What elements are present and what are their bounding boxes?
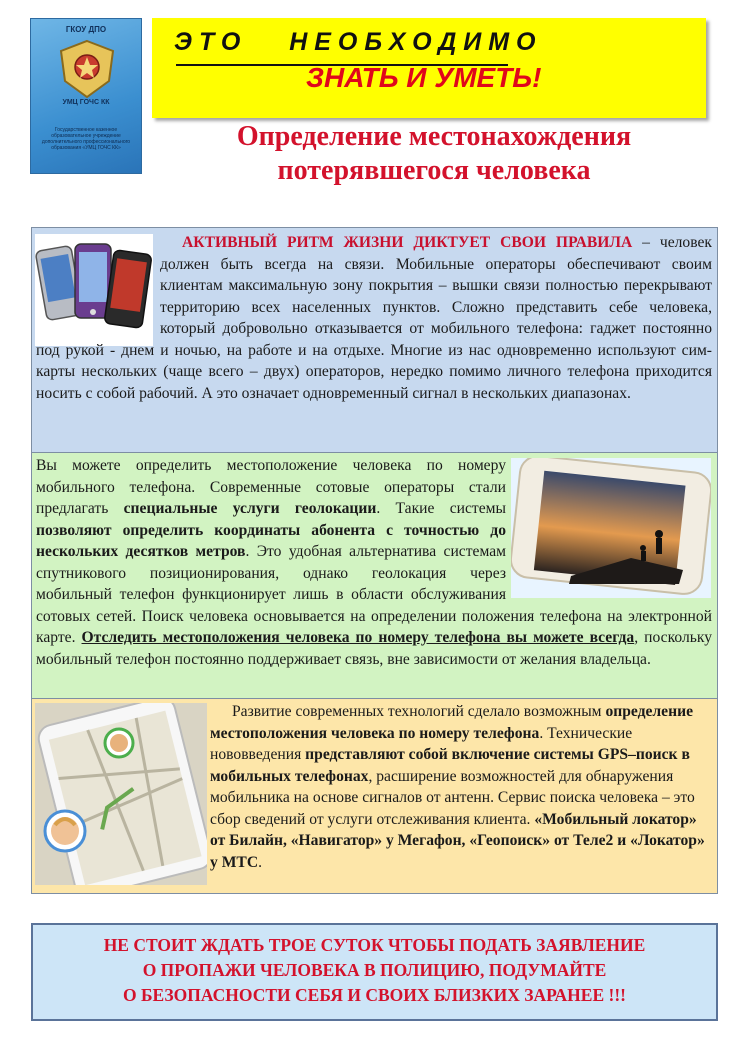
section-1-lead: АКТИВНЫЙ РИТМ ЖИЗНИ ДИКТУЕТ СВОИ ПРАВИЛА <box>182 234 633 251</box>
section-3-text-4: . <box>258 853 262 871</box>
section-3-bold-3: «Мобильный локатор» от Билайн, «Навигатор» у Мегафон, «Геопоиск» от Теле2 и «Локатор» у МТС <box>210 810 705 871</box>
section-2-text-3: . Это удобная альтернатива системам спутникового позиционирования, однако геолокация через мобильный телефон функционирует лишь в области обслуживания сотовых сетей. Поиск человека основывается на определении положения телефона на электронной карте. <box>36 543 712 646</box>
section-1-text <box>36 232 712 404</box>
footer-line-3: О БЕЗОПАСНОСТИ СЕБЯ И СВОИХ БЛИЗКИХ ЗАРАНЕЕ !!! <box>122 985 626 1005</box>
section-3-bold-1: определение местоположения человека по номеру телефона <box>210 703 693 742</box>
banner-line-1: ЭТО НЕОБХОДИМО <box>174 28 543 56</box>
section-gps-search <box>31 698 718 894</box>
logo-top-text: ГКОУ ДПО <box>65 25 107 34</box>
section-2-bold-1: специальные услуги геолокации <box>123 500 377 517</box>
header-banner <box>152 18 706 118</box>
section-1-body: – человек должен быть всегда на связи. Мобильные операторы обеспечивают своим клиентам максимальную зону покрытия – вышки связи полностью перекрывают территорию всех населенных пунктов. Сложно представить себе человека, который добровольно отказывается от мобильного телефона: гаджет постоянно под рукой - днем и ночью, на работе и на отдыхе. Многие из нас одновременно используют сим-карты нескольких (чаще всего – двух) операторов, нередко помимо личного телефона приходится носить с собой рабочий. А это означает одновременный сигнал в нескольких диапазонах. <box>36 234 712 402</box>
section-2-text-1: Вы можете определить местоположение человека по номеру мобильного телефона. Современные сотовые операторы стали предлагать <box>36 457 506 517</box>
section-2-bold-3: Отследить местоположения человека по номеру телефона вы можете всегда <box>81 629 635 646</box>
section-2-text-4: , поскольку мобильный телефон постоянно поддерживает связь, вне зависимости от желания владельца. <box>36 629 712 668</box>
section-3-text <box>210 701 712 873</box>
logo-bottom-text: УМЦ ГОЧС КК <box>62 99 110 106</box>
footer-line-2: О ПРОПАЖИ ЧЕЛОВЕКА В ПОЛИЦИЮ, ПОДУМАЙТЕ <box>142 960 607 980</box>
logo-caption: Государственное казенное образовательное учреждение дополнительного профессионального образования «УМЦ ГОЧС КК» <box>41 127 131 151</box>
section-3-text-2: . Технические нововведения <box>210 724 633 763</box>
warning-footer <box>31 923 718 1021</box>
section-geolocation <box>31 452 718 699</box>
footer-line-1: НЕ СТОИТ ЖДАТЬ ТРОЕ СУТОК ЧТОБЫ ПОДАТЬ ЗАЯВЛЕНИЕ <box>103 935 646 955</box>
section-3-text-3: , расширение возможностей для обнаружения мобильника на основе сигналов от антенн. Сервис поиска человека – это сбор сведений от услуги отслеживания клиента. <box>210 767 695 828</box>
section-3-bold-2: представляют собой включение системы GPS–поиск в мобильных телефонах <box>210 746 690 785</box>
section-3-text-1: Развитие современных технологий сделало возможным <box>232 703 606 720</box>
section-2-bold-2: позволяют определить координаты абонента с точностью до нескольких десятков метров <box>36 521 506 560</box>
section-active-rhythm <box>31 227 718 453</box>
logo-emblem <box>30 18 142 174</box>
map-phone-image <box>35 703 207 885</box>
shield-emblem-icon <box>53 37 121 101</box>
section-2-text-2: . Такие системы <box>376 500 506 517</box>
banner-line-2: ЗНАТЬ И УМЕТЬ! <box>306 62 542 93</box>
page-title: Определение местонахождения потерявшегося человека <box>236 121 632 186</box>
section-2-text <box>36 455 712 670</box>
